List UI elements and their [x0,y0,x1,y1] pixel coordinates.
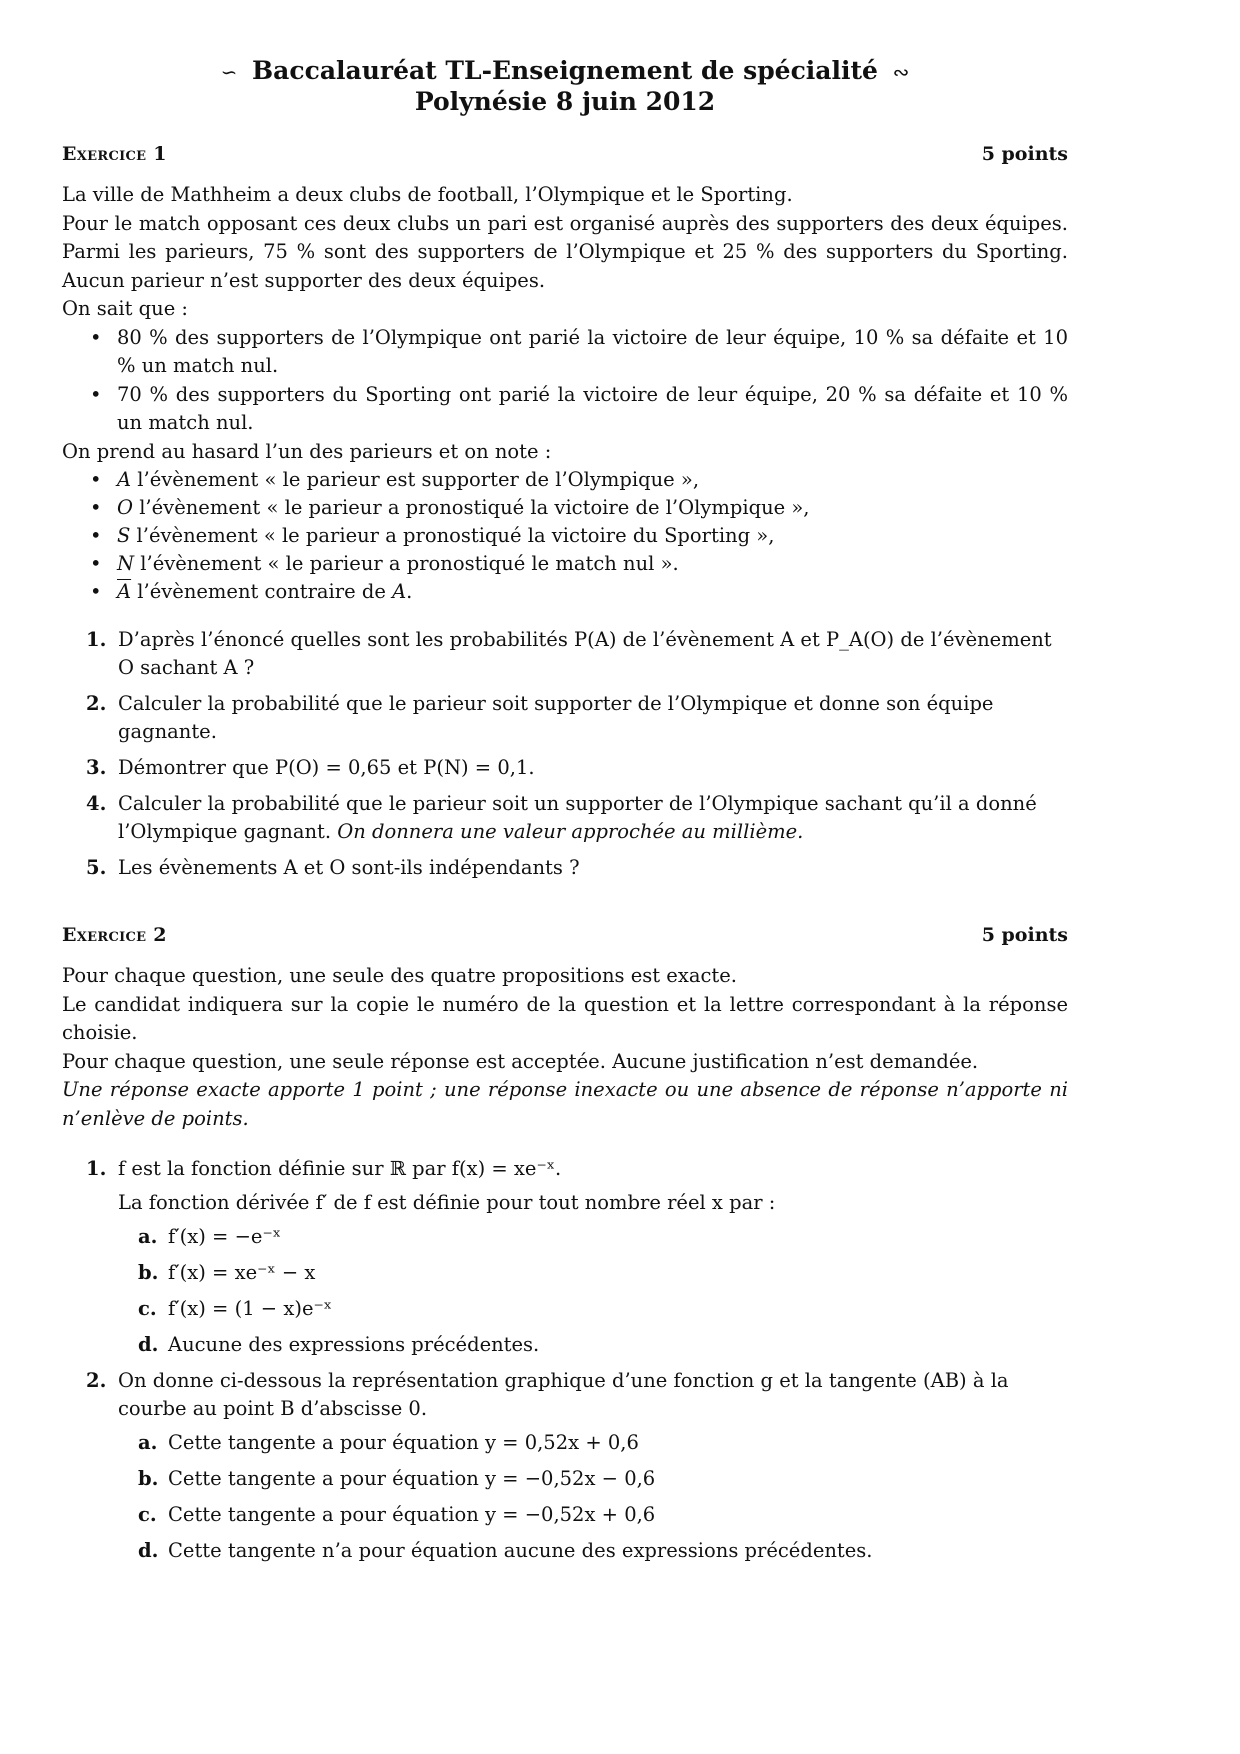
question-item: 3. Démontrer que P(O) = 0,65 et P(N) = 0,1. [86,756,535,779]
question-item: 1. f est la fonction définie sur ℝ par f(x) = xe⁻ˣ. La fonction dérivée f′ de f est définie pour tout nombre réel x par : a. f′(x) = −e⁻ˣ b. f′(x) = xe⁻ˣ − x c. f′(x) = (1 − x)e⁻ˣ d. Aucune des expressions précédentes. [62,1155,1068,1359]
title-text: Baccalauréat TL-Enseignement de spécialité [252,56,878,85]
exercise-2-label: Exercice 2 [62,924,167,946]
question-item: 4. Calculer la probabilité que le parieur soit un supporter de l’Olympique sachant qu’il a donné l’Olympique gagnant. On donnera une valeur approchée au millième. [86,792,1037,843]
ex2-paragraph-4: Une réponse exacte apporte 1 point ; une réponse inexacte ou une absence de réponse n’apporte ni n’enlève de points. [62,1078,1068,1130]
answer-option: c. Cette tangente a pour équation y = −0,52x + 0,6 [138,1503,656,1526]
ex1-paragraph-4: On prend au hasard l’un des parieurs et on note : [62,439,552,463]
answer-options [118,1223,1068,1359]
answer-options [118,1429,1068,1565]
question-item: 2. On donne ci-dessous la représentation graphique d’une fonction g et la tangente (AB) à la courbe au point B d’abscisse 0. a. Cette tangente a pour équation y = 0,52x + 0,6 b. Cette tangente a pour équation y = −0,52x − 0,6 c. Cette tangente a pour équation y = −0,52x + 0,6 d. Cette tangente n’a pour équation aucune des expressions précédentes. [62,1367,1068,1565]
question-item: 5. Les évènements A et O sont-ils indépendants ? [86,856,580,879]
question-item: 1. D’après l’énoncé quelles sont les probabilités P(A) de l’évènement A et P_A(O) de l’évènement O sachant A ? [86,628,1052,679]
document-title [62,56,1068,117]
exercise-1-header [62,143,1068,165]
exercise-2-points: 5 points [981,924,1068,946]
list-item: • 80 % des supporters de l’Olympique ont parié la victoire de leur équipe, 10 % sa défaite et 10 % un match nul. [90,324,1068,381]
answer-option: d. Aucune des expressions précédentes. [138,1333,540,1356]
exercise-1-statement [62,181,1068,606]
document-page [62,56,1068,1573]
exercise-1-points: 5 points [981,143,1068,165]
list-item: • A l’évènement « le parieur est supporter de l’Olympique », [90,466,1068,494]
answer-option: b. Cette tangente a pour équation y = −0,52x − 0,6 [138,1467,656,1490]
exercise-2-header [62,924,1068,946]
ex2-paragraph-2: Le candidat indiquera sur la copie le numéro de la question et la lettre correspondant à la réponse choisie. [62,992,1068,1044]
title-line-1 [62,56,1068,87]
ornament-right-icon: ∾ [892,60,910,84]
exercise-1-label: Exercice 1 [62,143,167,165]
answer-option: a. Cette tangente a pour équation y = 0,52x + 0,6 [138,1431,639,1454]
answer-option: c. f′(x) = (1 − x)e⁻ˣ [138,1297,333,1320]
list-item: • 70 % des supporters du Sporting ont parié la victoire de leur équipe, 20 % sa défaite et 10 % un match nul. [90,381,1068,438]
list-item: • $\overline{A}$ l’évènement contraire de A. [90,578,1068,606]
ornament-left-icon: ∽ [220,60,238,84]
list-item: • S l’évènement « le parieur a pronostiqué la victoire du Sporting », [90,522,1068,550]
exercise-2-statement [62,962,1068,1133]
exercise-1-questions [62,626,1068,882]
ex2-paragraph-1: Pour chaque question, une seule des quatre propositions est exacte. [62,964,737,987]
answer-option: d. Cette tangente n’a pour équation aucune des expressions précédentes. [138,1539,873,1562]
list-item: • O l’évènement « le parieur a pronostiqué la victoire de l’Olympique », [90,494,1068,522]
question-line: f est la fonction définie sur ℝ par f(x) = xe⁻ˣ. [118,1157,562,1180]
title-line-2: Polynésie 8 juin 2012 [414,87,716,116]
question-line: On donne ci-dessous la représentation graphique d’une fonction g et la tangente (AB) à la courbe au point B d’abscisse 0. [118,1369,1009,1420]
list-item: • N l’évènement « le parieur a pronostiqué le match nul ». [90,550,1068,578]
exercise-2-questions [62,1155,1068,1565]
answer-option: b. f′(x) = xe⁻ˣ − x [138,1261,316,1284]
ex1-events-list [62,466,1068,606]
question-line: La fonction dérivée f′ de f est définie pour tout nombre réel x par : [118,1191,776,1214]
ex1-paragraph-2: Pour le match opposant ces deux clubs un pari est organisé auprès des supporters des deux équipes. Parmi les parieurs, 75 % sont des supporters de l’Olympique et 25 % des supporters du Sporting. Aucun parieur n’est supporter des deux équipes. [62,211,1068,292]
ex1-paragraph-3: On sait que : [62,297,188,320]
ex1-paragraph-1: La ville de Mathheim a deux clubs de football, l’Olympique et le Sporting. [62,183,793,206]
ex1-facts-list [62,324,1068,438]
ex2-paragraph-3: Pour chaque question, une seule réponse est acceptée. Aucune justification n’est demandée. [62,1049,979,1073]
question-item: 2. Calculer la probabilité que le parieur soit supporter de l’Olympique et donne son équipe gagnante. [86,692,994,743]
answer-option: a. f′(x) = −e⁻ˣ [138,1225,282,1248]
